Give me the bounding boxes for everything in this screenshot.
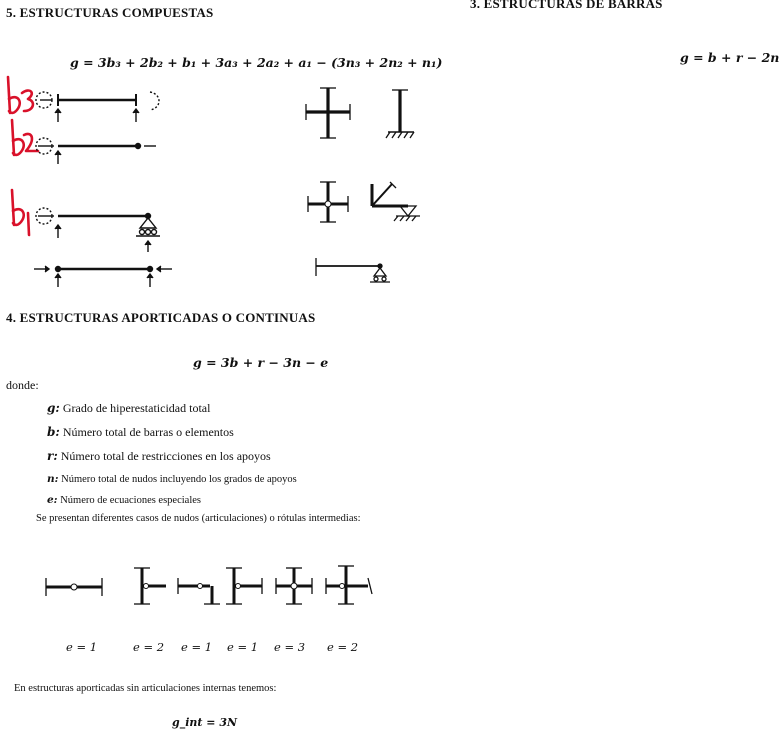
section4-heading: 4. ESTRUCTURAS APORTICADAS O CONTINUAS xyxy=(6,310,316,325)
joint-case-6 xyxy=(326,566,372,604)
section5-formula: g = 3b₃ + 2b₂ + b₁ + 3a₃ + 2a₂ + a₁ − (3n₃ + 2n₂ + n₁) xyxy=(70,55,443,70)
joint-case-1 xyxy=(46,578,102,596)
beam-b2 xyxy=(36,138,156,164)
definition-text: Número total de barras o elementos xyxy=(59,425,234,439)
definition-text: Número total de restricciones en los apoyos xyxy=(57,449,271,463)
joint-case-4 xyxy=(226,568,262,604)
beam-4 xyxy=(34,266,172,287)
e-value-1: e = 1 xyxy=(66,640,98,654)
donde-label: donde: xyxy=(6,378,39,392)
section5-heading: 5. ESTRUCTURAS COMPUESTAS xyxy=(6,5,214,20)
definition-text: Número de ecuaciones especiales xyxy=(57,495,201,506)
definition-symbol: e: xyxy=(47,494,58,506)
e-value-4: e = 1 xyxy=(227,640,259,654)
beam-b1 xyxy=(36,208,160,252)
frame-diagrams-figure xyxy=(300,82,430,282)
definition-e xyxy=(47,494,201,506)
e-value-6: e = 2 xyxy=(327,640,359,654)
inclined-frame xyxy=(372,182,420,221)
definition-text: Grado de hiperestaticidad total xyxy=(59,401,211,415)
definition-g xyxy=(47,401,210,416)
e-value-2: e = 2 xyxy=(133,640,165,654)
cases-intro: Se presentan diferentes casos de nudos (articulaciones) o rótulas intermedias: xyxy=(36,513,361,524)
section3-heading: 3. ESTRUCTURAS DE BARRAS xyxy=(470,0,663,11)
e-value-3: e = 1 xyxy=(181,640,213,654)
joint-case-3 xyxy=(178,578,220,604)
definition-symbol: b: xyxy=(47,425,60,439)
definition-symbol: g: xyxy=(47,401,60,415)
definition-b xyxy=(47,425,234,440)
hinged-cross-frame xyxy=(308,182,348,222)
joint-cases-figure xyxy=(42,562,382,622)
cross-frame xyxy=(306,88,350,138)
e-value-5: e = 3 xyxy=(274,640,306,654)
definition-text: Número total de nudos incluyendo los grados de apoyos xyxy=(58,474,297,485)
beam-diagrams-figure xyxy=(30,82,190,282)
definition-symbol: r: xyxy=(47,449,58,463)
propped-beam xyxy=(316,258,390,282)
closing-formula: g_int = 3N xyxy=(172,716,238,729)
definition-n xyxy=(47,473,297,485)
section3-formula: g = b + r − 2n xyxy=(680,50,780,65)
joint-case-2 xyxy=(134,568,166,604)
section4-formula: g = 3b + r − 3n − e xyxy=(193,355,329,370)
joint-case-5 xyxy=(276,568,312,604)
closing-text: En estructuras aporticadas sin articulaciones internas tenemos: xyxy=(14,683,277,694)
definition-symbol: n: xyxy=(47,473,59,485)
definition-r xyxy=(47,449,271,464)
column-frame xyxy=(386,90,414,138)
beam-b3 xyxy=(36,92,159,122)
